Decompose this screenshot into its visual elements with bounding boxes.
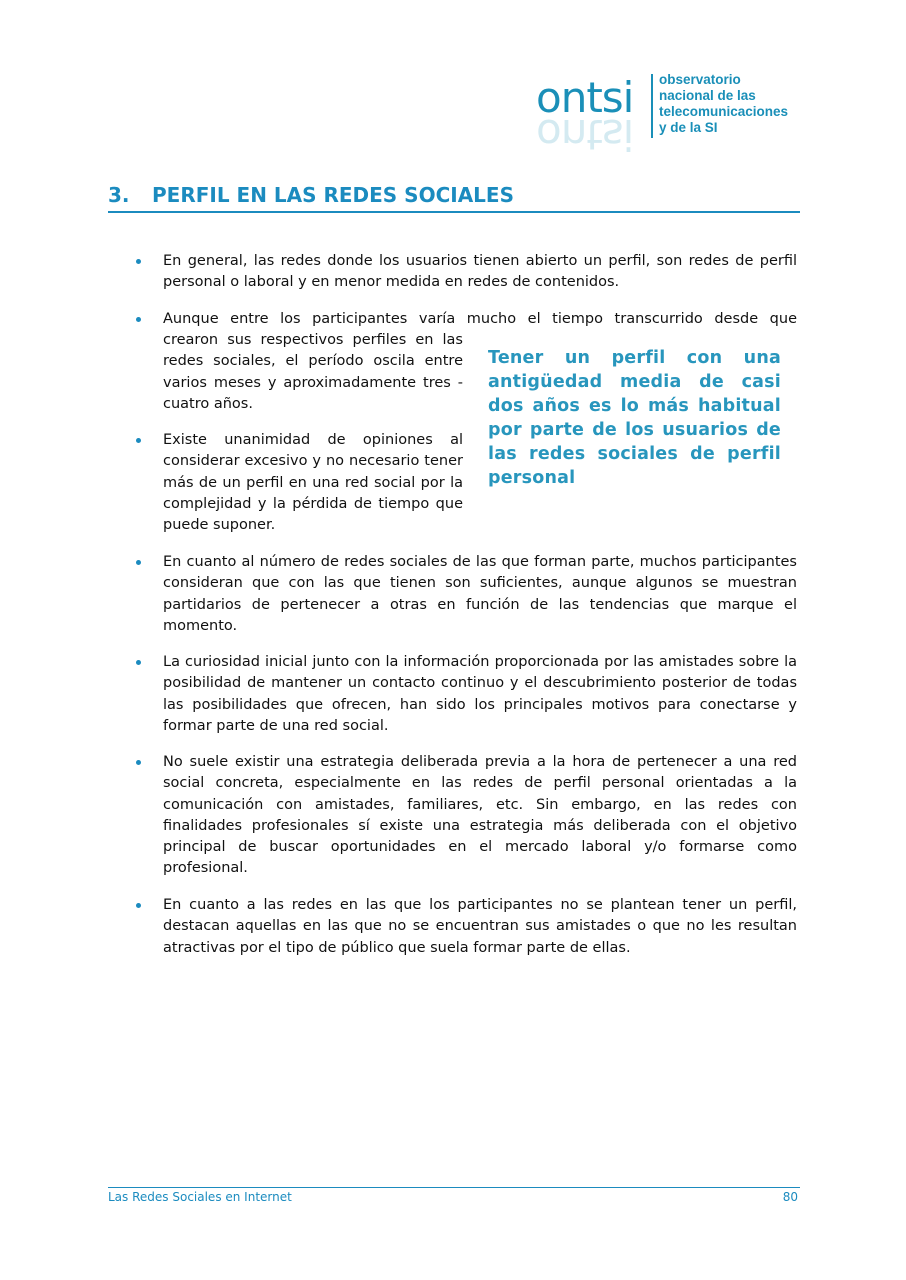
logo-wordmark-reflection: ontsi <box>536 110 634 159</box>
logo-line: nacional de las <box>659 88 756 103</box>
pull-quote: Tener un perfil con una antigüedad media de casi dos años es lo más habitual por parte de los usuarios de las redes sociales de perfil personal <box>488 348 781 488</box>
footer-rule <box>108 1187 800 1188</box>
section-heading <box>108 180 800 210</box>
logo-line: y de la SI <box>659 120 718 135</box>
list-item <box>163 309 797 330</box>
logo-text <box>659 72 809 136</box>
list-item <box>163 652 797 737</box>
logo-wordmark: ontsi <box>536 73 634 122</box>
ontsi-logo <box>536 72 806 159</box>
logo-divider <box>651 74 653 138</box>
bullet-icon <box>136 259 141 264</box>
bullet-icon <box>136 760 141 765</box>
bullet-icon <box>136 660 141 665</box>
list-item <box>163 752 797 880</box>
list-item <box>163 251 797 294</box>
logo-line: telecomunicaciones <box>659 104 789 119</box>
list-item <box>163 895 797 959</box>
section-number: 3. <box>108 183 130 207</box>
list-item-text: En cuanto a las redes en las que los participantes no se plantean tener un perfil, destacan aquellas en las que no se encuentran sus amistades o que no les resultan atractivas por el tipo de público que suela formar parte de ellas. <box>163 897 797 956</box>
list-item-continuation <box>163 330 463 415</box>
bullet-icon <box>136 438 141 443</box>
list-item-text: Existe unanimidad de opiniones al considerar excesivo y no necesario tener más de un perfil en una red social por la complejidad y la pérdida de tiempo que puede suponer. <box>163 432 463 534</box>
list-item-text: La curiosidad inicial junto con la información proporcionada por las amistades sobre la posibilidad de mantener un contacto continuo y el descubrimiento posterior de todas las posibilidades que ofrecen, han sido los principales motivos para conectarse y formar parte de una red social. <box>163 654 797 734</box>
list-item <box>163 552 797 637</box>
list-item-text: En cuanto al número de redes sociales de las que forman parte, muchos participantes consideran que con las que tienen son suficientes, aunque algunos se muestran partidarios de pertenecer a otras en función de las tendencias que marque el momento. <box>163 554 797 634</box>
logo-line: observatorio <box>659 72 741 87</box>
heading-underline <box>108 211 800 213</box>
bullet-icon <box>136 560 141 565</box>
section-title: PERFIL EN LAS REDES SOCIALES <box>152 183 514 207</box>
footer-title: Las Redes Sociales en Internet <box>108 1190 292 1204</box>
list-item-text: No suele existir una estrategia deliberada previa a la hora de pertenecer a una red social concreta, especialmente en las redes de perfil personal orientadas a la comunicación con amistades, familiares, etc. Sin embargo, en las redes con finalidades profesionales sí existe una estrategia más deliberada con el objetivo principal de buscar oportunidades en el mercado laboral y/o formarse como profesional. <box>163 754 797 877</box>
list-item-text: crearon sus respectivos perfiles en las redes sociales, el período oscila entre varios meses y aproximadamente tres - cuatro años. <box>163 332 463 412</box>
list-item-text: Aunque entre los participantes varía mucho el tiempo transcurrido desde que <box>163 311 797 327</box>
bullet-icon <box>136 903 141 908</box>
bullet-icon <box>136 317 141 322</box>
list-item-text: En general, las redes donde los usuarios tienen abierto un perfil, son redes de perfil personal o laboral y en menor medida en redes de contenidos. <box>163 253 797 291</box>
page-number: 80 <box>782 1190 798 1204</box>
list-item <box>163 430 463 536</box>
